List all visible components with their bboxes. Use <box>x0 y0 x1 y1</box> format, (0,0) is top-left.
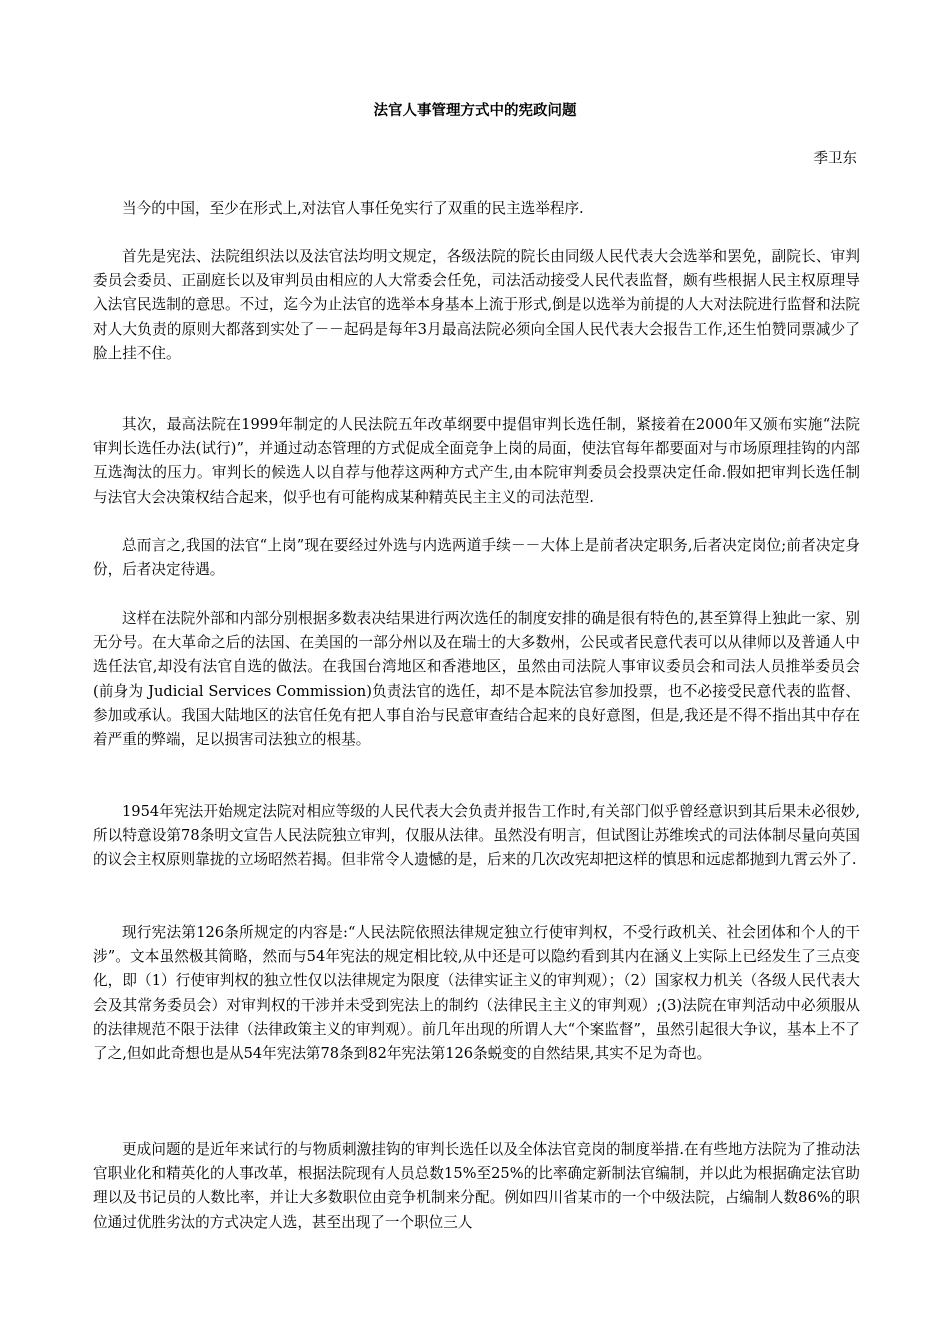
paragraph-6: 1954年宪法开始规定法院对相应等级的人民代表大会负责并报告工作时,有关部门似乎曾经意识到其后果未必很妙,所以特意设第78条明文宣告人民法院独立审判，仅服从法律。虽然没有明言，但试图让苏维埃式的司法体制尽量向英国的议会主权原则靠拢的立场昭然若揭。但非常令人遗憾的是，后来的几次改宪却把这样的慎思和远虑都抛到九霄云外了. <box>93 803 860 869</box>
paragraph-1: 当今的中国，至少在形式上,对法官人事任免实行了双重的民主选举程序. <box>122 200 584 217</box>
paragraph-8: 更成问题的是近年来试行的与物质刺激挂钩的审判长选任以及全体法官竞岗的制度举措.在有些地方法院为了推动法官职业化和精英化的人事改革，根据法院现有人员总数15%至25%的比率确定新制法官编制，并以此为根据确定法官助理以及书记员的人数比率，并让大多数职位由竞争机制来分配。例如四川省某市的一个中级法院，占编制人数86%的职位通过优胜劣汰的方式决定人选，甚至出现了一个职位三人 <box>93 1141 860 1231</box>
author-name: 季卫东 <box>813 151 857 167</box>
paragraph-4: 总而言之,我国的法官“上岗”现在要经过外选与内选两道手续－－大体上是前者决定职务,后者决定岗位;前者决定身份，后者决定待遇。 <box>93 537 860 579</box>
paragraph-7: 现行宪法第126条所规定的内容是:“人民法院依照法律规定独立行使审判权，不受行政机关、社会团体和个人的干涉”。文本虽然极其简略，然而与54年宪法的规定相比较,从中还是可以隐约看到其内在涵义上实际上已经发生了三点变化，即（1）行使审判权的独立性仅以法律规定为限度（法律实证主义的审判观）；（2）国家权力机关（各级人民代表大会及其常务委员会）对审判权的干涉并未受到宪法上的制约（法律民主主义的审判观）;(3)法院在审判活动中必须服从的法律规范不限于法律（法律政策主义的审判观）。前几年出现的所谓人大“个案监督”，虽然引起很大争议，基本上不了了之,但如此奇想也是从54年宪法第78条到82年宪法第126条蜕变的自然结果,其实不足为奇也。 <box>93 924 860 1063</box>
paragraph-2: 首先是宪法、法院组织法以及法官法均明文规定，各级法院的院长由同级人民代表大会选举和罢免，副院长、审判委员会委员、正副庭长以及审判员由相应的人大常委会任免，司法活动接受人民代表监督，颇有些根据人民主权原理导入法官民选制的意思。不过，迄今为止法官的选举本身基本上流于形式,倒是以选举为前提的人大对法院进行监督和法院对人大负责的原则大都落到实处了－－起码是每年3月最高法院必须向全国人民代表大会报告工作,还生怕赞同票减少了脸上挂不住。 <box>93 248 860 362</box>
paragraph-3: 其次，最高法院在1999年制定的人民法院五年改革纲要中提倡审判长选任制，紧接着在2000年又颁布实施“法院审判长选任办法(试行)”，并通过动态管理的方式促成全面竞争上岗的局面，使法官每年都要面对与市场原理挂钩的内部互选淘汰的压力。审判长的候选人以自荐与他荐这两种方式产生,由本院审判委员会投票决定任命.假如把审判长选任制与法官大会决策权结合起来，似乎也有可能构成某种精英民主主义的司法范型. <box>93 416 860 506</box>
document-title: 法官人事管理方式中的宪政问题 <box>373 103 577 119</box>
paragraph-5: 这样在法院外部和内部分别根据多数表决结果进行两次选任的制度安排的确是很有特色的,甚至算得上独此一家、别无分号。在大革命之后的法国、在美国的一部分州以及在瑞士的大多数州，公民或者民意代表可以从律师以及普通人中选任法官,却没有法官自选的做法。在我国台湾地区和香港地区，虽然由司法院人事审议委员会和司法人员推举委员会(前身为 Judicial Services Commission)负责法官的选任，却不是本院法官参加投票，也不必接受民意代表的监督、参加或承认。我国大陆地区的法官任免有把人事自治与民意审查结合起来的良好意图，但是,我还是不得不指出其中存在着严重的弊端，足以损害司法独立的根基。 <box>93 610 860 749</box>
